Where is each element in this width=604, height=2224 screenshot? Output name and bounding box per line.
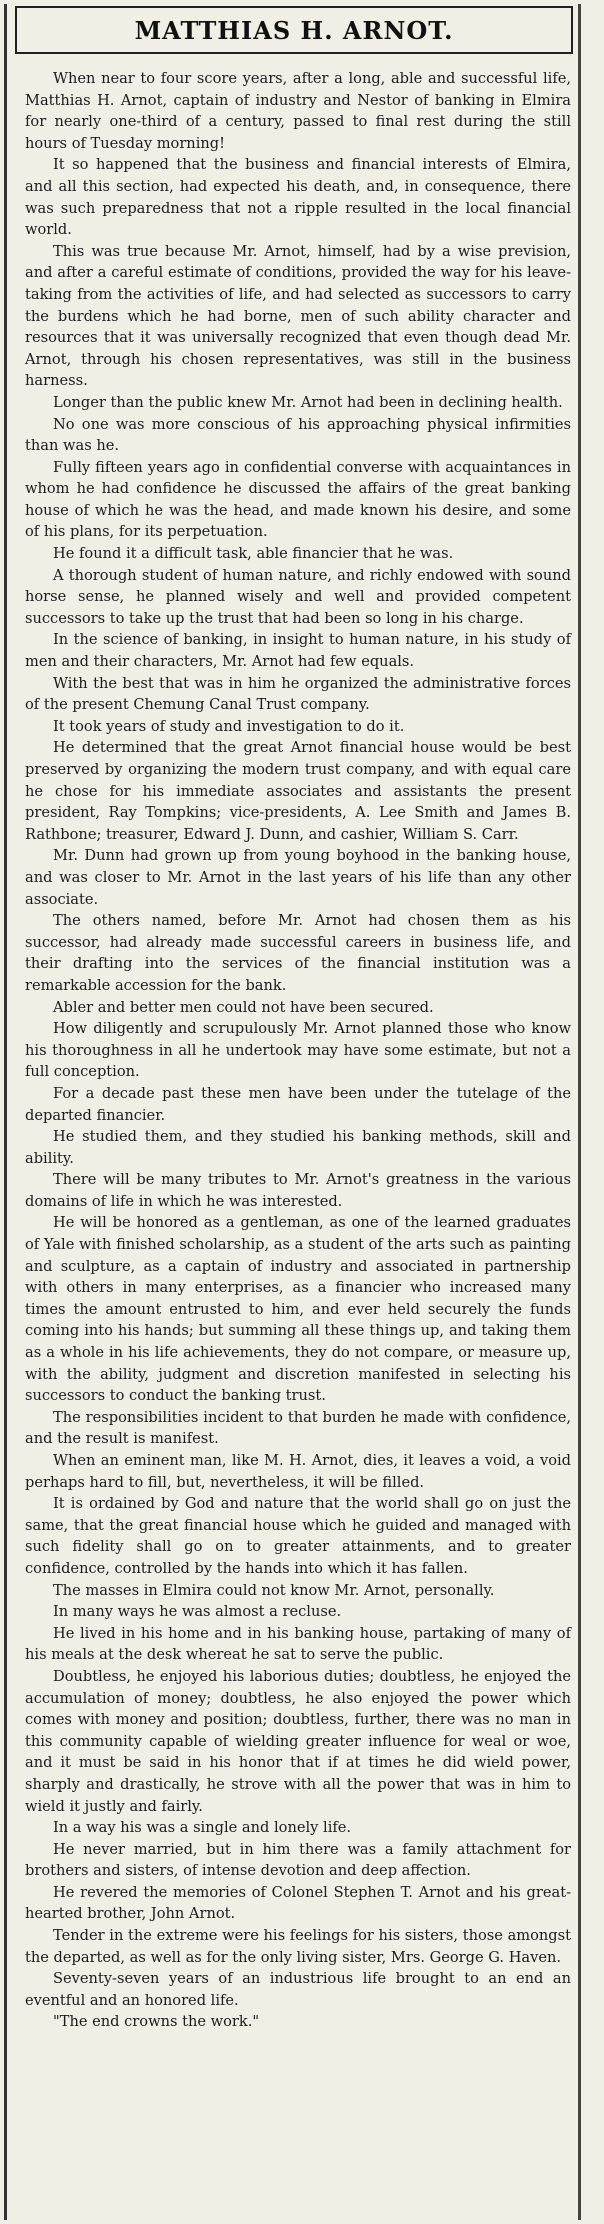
paragraph: It so happened that the business and financial interests of Elmira, and all this section, had expected his death, and, in consequence, there was such preparedness that not a ripple resulted in the local financial world. <box>25 156 571 239</box>
paragraph: Fully fifteen years ago in confidential converse with acquaintances in whom he had confidence he discussed the affairs of the great banking house of which he was the head, and made known his desire, and some of his plans, for its perpetuation. <box>25 458 571 541</box>
paragraph: This was true because Mr. Arnot, himself, had by a wise prevision, and after a careful estimate of conditions, provided the way for his leave-taking from the activities of life, and had selected as successors to carry the burdens which he had borne, men of such ability character and resources that it was universally recognized that even though dead Mr. Arnot, through his chosen representatives, was still in the business harness. <box>25 242 571 390</box>
paragraph: It is ordained by God and nature that the world shall go on just the same, that the great financial house which he guided and managed with such fidelity shall go on to greater attainments, and to greater confidence, controlled by the hands into which it has fallen. <box>25 1495 571 1577</box>
paragraph: He never married, but in him there was a family attachment for brothers and sisters, of intense devotion and deep affection. <box>25 1840 571 1880</box>
paragraph: Seventy-seven years of an industrious life brought to an end an eventful and an honored life. <box>25 1970 571 2009</box>
paragraph: He lived in his home and in his banking house, partaking of many of his meals at the desk whereat he sat to serve the public. <box>25 1624 571 1664</box>
paragraph: He determined that the great Arnot financial house would be best preserved by organizing the modern trust company, and with equal care he chose for his immediate associates and assistants the present president, Ray Tompkins; vice-presidents, A. Lee Smith and James B. Rathbone; treasurer, Edward J. Dunn, and cashier, William S. Carr. <box>25 739 571 843</box>
paragraph: The responsibilities incident to that burden he made with confidence, and the result is manifest. <box>25 1408 571 1448</box>
article-title: MATTHIAS H. ARNOT. <box>134 15 454 45</box>
paragraph: In many ways he was almost a recluse. <box>53 1603 342 1621</box>
paragraph: Longer than the public knew Mr. Arnot had been in declining health. <box>53 393 563 411</box>
paragraph: Tender in the extreme were his feelings for his sisters, those amongst the departed, as well as for the only living sister, Mrs. George G. Haven. <box>25 1927 571 1966</box>
paragraph: He will be honored as a gentleman, as one of the learned graduates of Yale with finished scholarship, as a student of the arts such as painting and sculpture, as a captain of industry and associated in partnership with others in many enterprises, as a financier who increased many times the amount entrusted to him, and ever held securely the funds coming into his hands; but summing all these things up, and taking them as a whole in his life achievements, they do not compare, or measure up, with the ability, judgment and discretion manifested in selecting his successors to conduct the banking trust. <box>25 1214 571 1405</box>
closing-quote: "The end crowns the work." <box>53 2013 260 2031</box>
paragraph: The masses in Elmira could not know Mr. Arnot, personally. <box>53 1581 495 1599</box>
paragraph: For a decade past these men have been under the tutelage of the departed financier. <box>25 1084 571 1124</box>
paragraph: A thorough student of human nature, and richly endowed with sound horse sense, he planned wisely and well and provided competent successors to take up the trust that had been so long in his charge. <box>25 566 571 627</box>
paragraph: How diligently and scrupulously Mr. Arnot planned those who know his thoroughness in all he undertook may have some estimate, but not a full conception. <box>25 1020 571 1081</box>
article-body <box>25 68 571 2033</box>
paragraph: There will be many tributes to Mr. Arnot's greatness in the various domains of life in which he was interested. <box>25 1171 571 1210</box>
paragraph: Abler and better men could not have been secured. <box>53 998 434 1016</box>
paragraph: He found it a difficult task, able financier that he was. <box>53 545 454 563</box>
paragraph: When near to four score years, after a long, able and successful life, Matthias H. Arnot, captain of industry and Nestor of banking in Elmira for nearly one-third of a century, passed to final rest during the still hours of Tuesday morning! <box>25 70 571 152</box>
paragraph: In the science of banking, in insight to human nature, in his study of men and their characters, Mr. Arnot had few equals. <box>25 631 571 671</box>
paragraph: In a way his was a single and lonely life. <box>53 1819 352 1837</box>
paragraph: When an eminent man, like M. H. Arnot, dies, it leaves a void, a void perhaps hard to fill, but, nevertheless, it will be filled. <box>25 1452 571 1491</box>
paragraph: He studied them, and they studied his banking methods, skill and ability. <box>25 1128 571 1167</box>
paragraph: With the best that was in him he organized the administrative forces of the present Chemung Canal Trust company. <box>25 674 571 714</box>
paragraph: Mr. Dunn had grown up from young boyhood in the banking house, and was closer to Mr. Arnot in the last years of his life than any other associate. <box>25 847 571 908</box>
paragraph: The others named, before Mr. Arnot had chosen them as his successor, had already made successful careers in business life, and their drafting into the services of the financial institution was a remarkable accession for the bank. <box>25 912 571 994</box>
newspaper-column <box>4 4 599 2220</box>
column-rule <box>578 4 581 2220</box>
paragraph: Doubtless, he enjoyed his laborious duties; doubtless, he enjoyed the accumulation of money; doubtless, he also enjoyed the power which comes with money and position; doubtless, further, there was no man in this community capable of wielding greater influence for weal or woe, and it must be said in his honor that if at times he did wield power, sharply and drastically, he strove with all the power that was in him to wield it justly and fairly. <box>25 1667 571 1815</box>
paragraph: He revered the memories of Colonel Stephen T. Arnot and his great-hearted brother, John Arnot. <box>25 1883 571 1923</box>
paragraph: No one was more conscious of his approaching physical infirmities than was he. <box>25 415 571 455</box>
headline-box <box>15 6 573 54</box>
paragraph: It took years of study and investigation to do it. <box>53 717 405 735</box>
